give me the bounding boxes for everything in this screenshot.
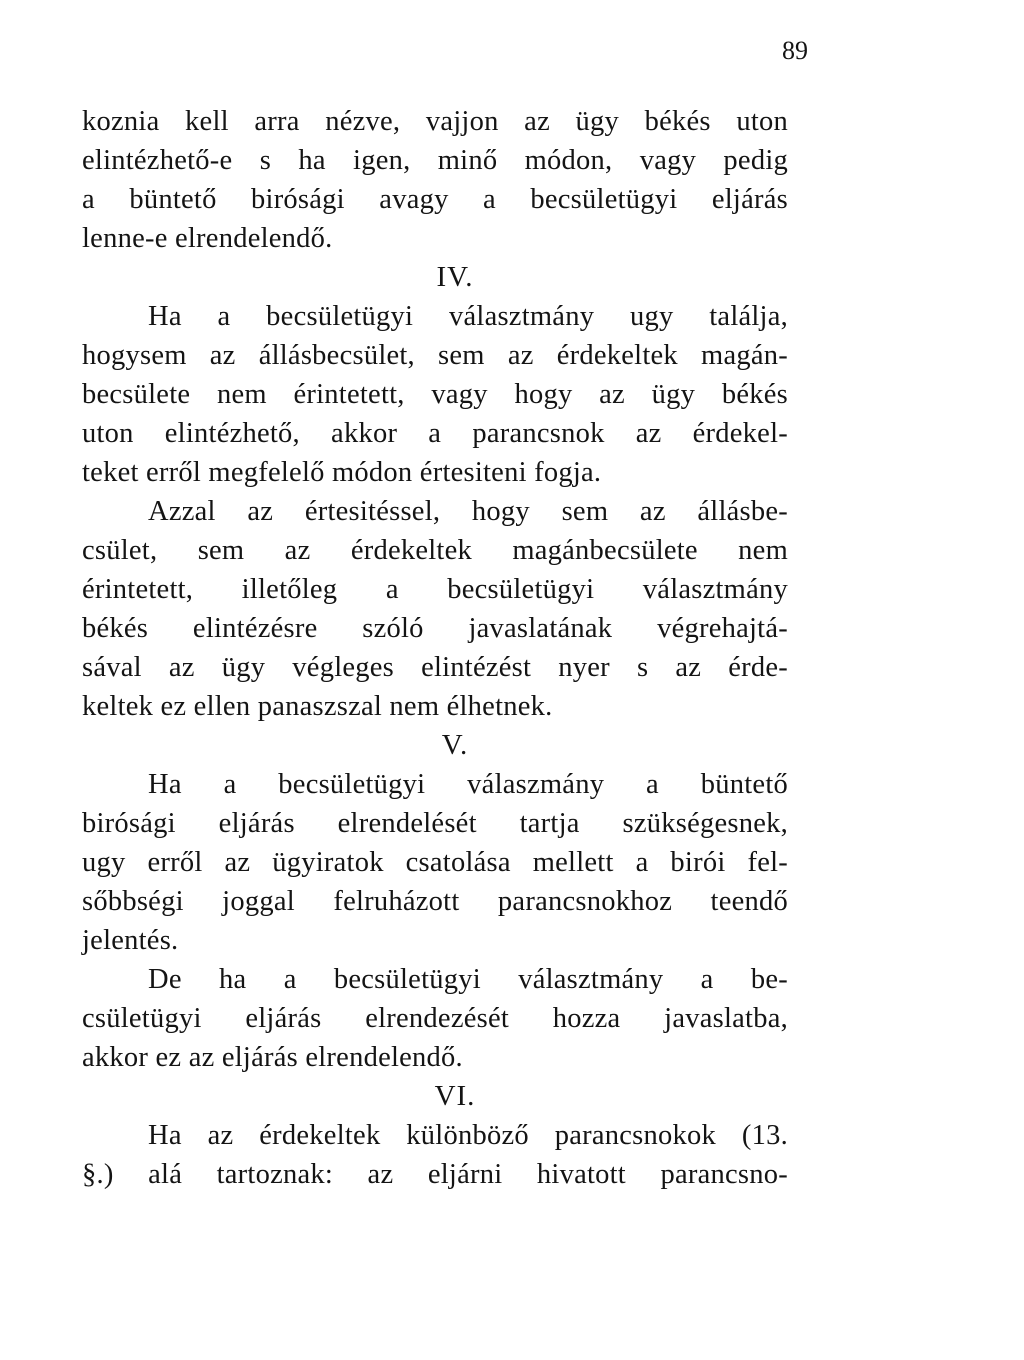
text-line: lenne-e elrendelendő. [82,223,333,254]
text-line: ugy erről az ügyiratok csatolása mellett a birói fel- [82,847,788,878]
text-line: Azzal az értesitéssel, hogy sem az állásbe- [148,496,788,527]
text-line: §.) alá tartoznak: az eljárni hivatott parancsno- [82,1159,788,1190]
text-line: érintetett, illetőleg a becsületügyi választmány [82,574,788,605]
text-line: teket erről megfelelő módon értesiteni fogja. [82,457,602,488]
section-heading-v: V. [441,729,469,761]
page-number: 89 [782,36,808,65]
text-line: akkor ez az eljárás elrendelendő. [82,1042,463,1073]
text-line: becsülete nem érintetett, vagy hogy az ügy békés [82,379,788,410]
text-line: hogysem az állásbecsület, sem az érdekeltek magán- [82,340,788,371]
text-line: a büntető birósági avagy a becsületügyi eljárás [82,184,788,215]
section-heading-iv: IV. [436,261,474,293]
text-line: uton elintézhető, akkor a parancsnok az érdekel- [82,418,788,449]
text-line: Ha az érdekeltek különböző parancsnokok (13. [148,1120,788,1151]
text-line: keltek ez ellen panaszszal nem élhetnek. [82,691,553,722]
text-line: birósági eljárás elrendelését tartja szükségesnek, [82,808,788,839]
text-line: csület, sem az érdekeltek magánbecsülete nem [82,535,788,566]
text-line: sával az ügy végleges elintézést nyer s az érde- [82,652,788,683]
page-body [82,102,788,1194]
text-line: békés elintézésre szóló javaslatának végrehajtá- [82,613,788,644]
text-line: jelentés. [82,925,179,956]
text-line: koznia kell arra nézve, vajjon az ügy békés uton [82,106,788,137]
text-line: sőbbségi joggal felruházott parancsnokhoz teendő [82,886,788,917]
section-heading-vi: VI. [434,1080,476,1112]
text-line: elintézhető-e s ha igen, minő módon, vagy pedig [82,145,788,176]
text-line: csületügyi eljárás elrendezését hozza javaslatba, [82,1003,788,1034]
text-line: De ha a becsületügyi választmány a be- [148,964,788,995]
text-line: Ha a becsületügyi választmány ugy találja, [148,301,788,332]
text-line: Ha a becsületügyi válaszmány a büntető [148,769,788,800]
